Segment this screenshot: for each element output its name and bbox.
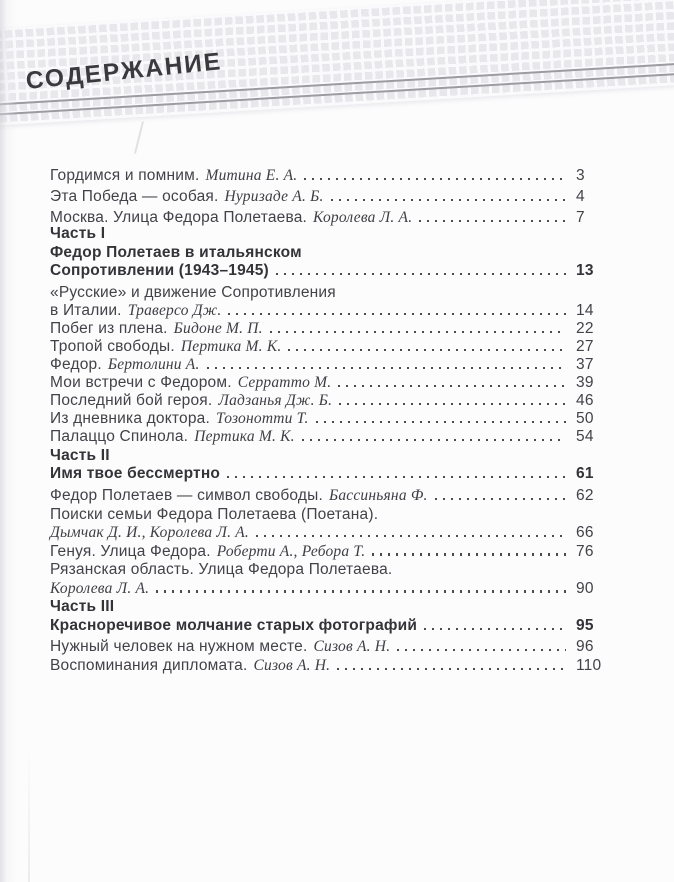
dotted-leader (338, 385, 566, 387)
row-page: 4 (576, 188, 585, 205)
toc-row (50, 392, 612, 410)
toc-row (50, 580, 612, 598)
row-title: Часть III (50, 598, 115, 615)
row-page: 37 (576, 356, 594, 373)
row-title: Поиски семьи Федора Полетаева (Поетана). (50, 505, 379, 523)
row-page: 61 (576, 465, 594, 482)
row-title: «Русские» и движение Сопротивления (50, 284, 336, 301)
row-title: Сопротивлении (1943–1945) (50, 262, 269, 279)
dotted-leader (316, 421, 566, 423)
dotted-leader (256, 535, 566, 537)
toc-row (50, 338, 612, 356)
row-title: Воспоминания дипломата. (50, 657, 248, 674)
toc-row (50, 638, 612, 656)
page-edge-shadow (0, 0, 16, 882)
part-heading (50, 598, 612, 616)
row-author: Нуризаде А. Б. (224, 188, 324, 205)
toc-row (50, 561, 612, 579)
part-heading (50, 447, 612, 465)
row-page: 110 (576, 657, 602, 674)
row-title: Генуя. Улица Федора. (50, 542, 211, 560)
row-title: Последний бой героя. (50, 392, 213, 409)
row-page: 46 (576, 392, 594, 409)
dotted-leader (331, 199, 566, 201)
row-author: Бертолини А. (107, 356, 200, 373)
row-page: 50 (576, 410, 594, 427)
toc-row (50, 487, 612, 505)
row-author: Сизов А. Н. (313, 638, 391, 655)
row-title: Федор Полетаев в итальянском (50, 244, 302, 261)
dotted-leader (397, 649, 566, 651)
toc-row (50, 410, 612, 428)
toc-row (50, 302, 612, 320)
row-title: Имя твое бессмертно (50, 465, 221, 482)
row-page: 39 (576, 374, 594, 391)
page-title: СОДЕРЖАНИЕ (24, 48, 224, 95)
row-author: Траверсо Дж. (127, 302, 222, 319)
row-author: Бидоне М. П. (173, 320, 263, 337)
row-author: Ладзанья Дж. Б. (218, 392, 333, 409)
part-heading (50, 225, 612, 243)
row-title: Побег из плена. (50, 320, 168, 337)
paper-crease (28, 742, 30, 882)
row-page: 3 (576, 167, 585, 184)
row-title: Москва. Улица Федора Полетаева. (50, 209, 308, 226)
row-title: Часть I (50, 225, 106, 242)
toc-row (50, 188, 612, 206)
row-author: Митина Е. А. (205, 167, 298, 184)
row-page: 14 (576, 302, 594, 319)
dotted-leader (424, 628, 566, 630)
row-author: Роберти А., Ребора Т. (216, 542, 366, 560)
row-page: 13 (576, 262, 594, 279)
row-page: 27 (576, 338, 594, 355)
row-title: Из дневника доктора. (50, 410, 210, 427)
toc-row (50, 524, 612, 542)
dotted-leader (207, 367, 566, 369)
toc-row (50, 284, 612, 302)
dotted-leader (304, 178, 566, 180)
row-title: Федор Полетаев — символ свободы. (50, 487, 323, 504)
toc-row (50, 657, 612, 675)
row-page: 62 (576, 487, 594, 504)
toc-row (50, 506, 612, 524)
part-heading (50, 262, 612, 280)
toc-row (50, 356, 612, 374)
part-heading (50, 617, 612, 635)
row-author: Королева Л. А. (50, 579, 150, 597)
row-title: Палаццо Спинола. (50, 428, 189, 445)
dotted-leader (228, 313, 566, 315)
row-author: Королева Л. А. (313, 209, 413, 226)
row-title: Тропой свободы. (50, 338, 175, 355)
toc-row (50, 167, 612, 185)
row-title: Красноречивое молчание старых фотографий (50, 617, 418, 634)
dotted-leader (435, 498, 566, 500)
dotted-leader (339, 403, 566, 405)
dotted-leader (156, 590, 566, 592)
row-title: Эта Победа — особая. (50, 188, 219, 205)
dotted-leader (337, 668, 566, 670)
row-author: Серратто М. (237, 374, 332, 391)
row-title: Мои встречи с Федором. (50, 374, 232, 391)
row-page: 66 (576, 524, 594, 541)
row-title: Рязанская область. Улица Федора Полетаева. (50, 561, 393, 578)
row-title: в Италии. (50, 302, 122, 319)
row-title: Нужный человек на нужном месте. (50, 638, 308, 655)
dotted-leader (270, 331, 566, 333)
toc-row (50, 374, 612, 392)
table-of-contents (50, 167, 612, 675)
dotted-leader (227, 476, 566, 478)
row-page: 96 (576, 638, 594, 655)
row-title: Часть II (50, 447, 110, 464)
row-page: 54 (576, 428, 594, 445)
dotted-leader (372, 553, 566, 555)
toc-row (50, 428, 612, 446)
row-author: Бассиньяна Ф. (328, 487, 428, 504)
toc-row (50, 543, 612, 561)
dotted-leader (288, 349, 566, 351)
dotted-leader (276, 273, 566, 275)
row-author: Пертика М. К. (194, 428, 295, 445)
paper-scratch (134, 121, 143, 153)
row-author: Дымчак Д. И., Королева Л. А. (50, 524, 249, 541)
row-page: 76 (576, 542, 594, 560)
row-page: 22 (576, 320, 594, 337)
dotted-leader (302, 439, 566, 441)
row-author: Тозонотти Т. (216, 410, 309, 427)
row-author: Сизов А. Н. (253, 657, 331, 674)
row-title: Гордимся и помним. (50, 167, 200, 184)
row-page: 7 (576, 209, 585, 226)
row-title: Федор. (50, 356, 102, 373)
row-page: 95 (576, 617, 594, 634)
row-page: 90 (576, 579, 594, 597)
part-heading (50, 465, 612, 483)
row-author: Пертика М. К. (180, 338, 282, 355)
toc-row (50, 320, 612, 338)
dotted-leader (419, 220, 566, 222)
part-heading (50, 244, 612, 262)
